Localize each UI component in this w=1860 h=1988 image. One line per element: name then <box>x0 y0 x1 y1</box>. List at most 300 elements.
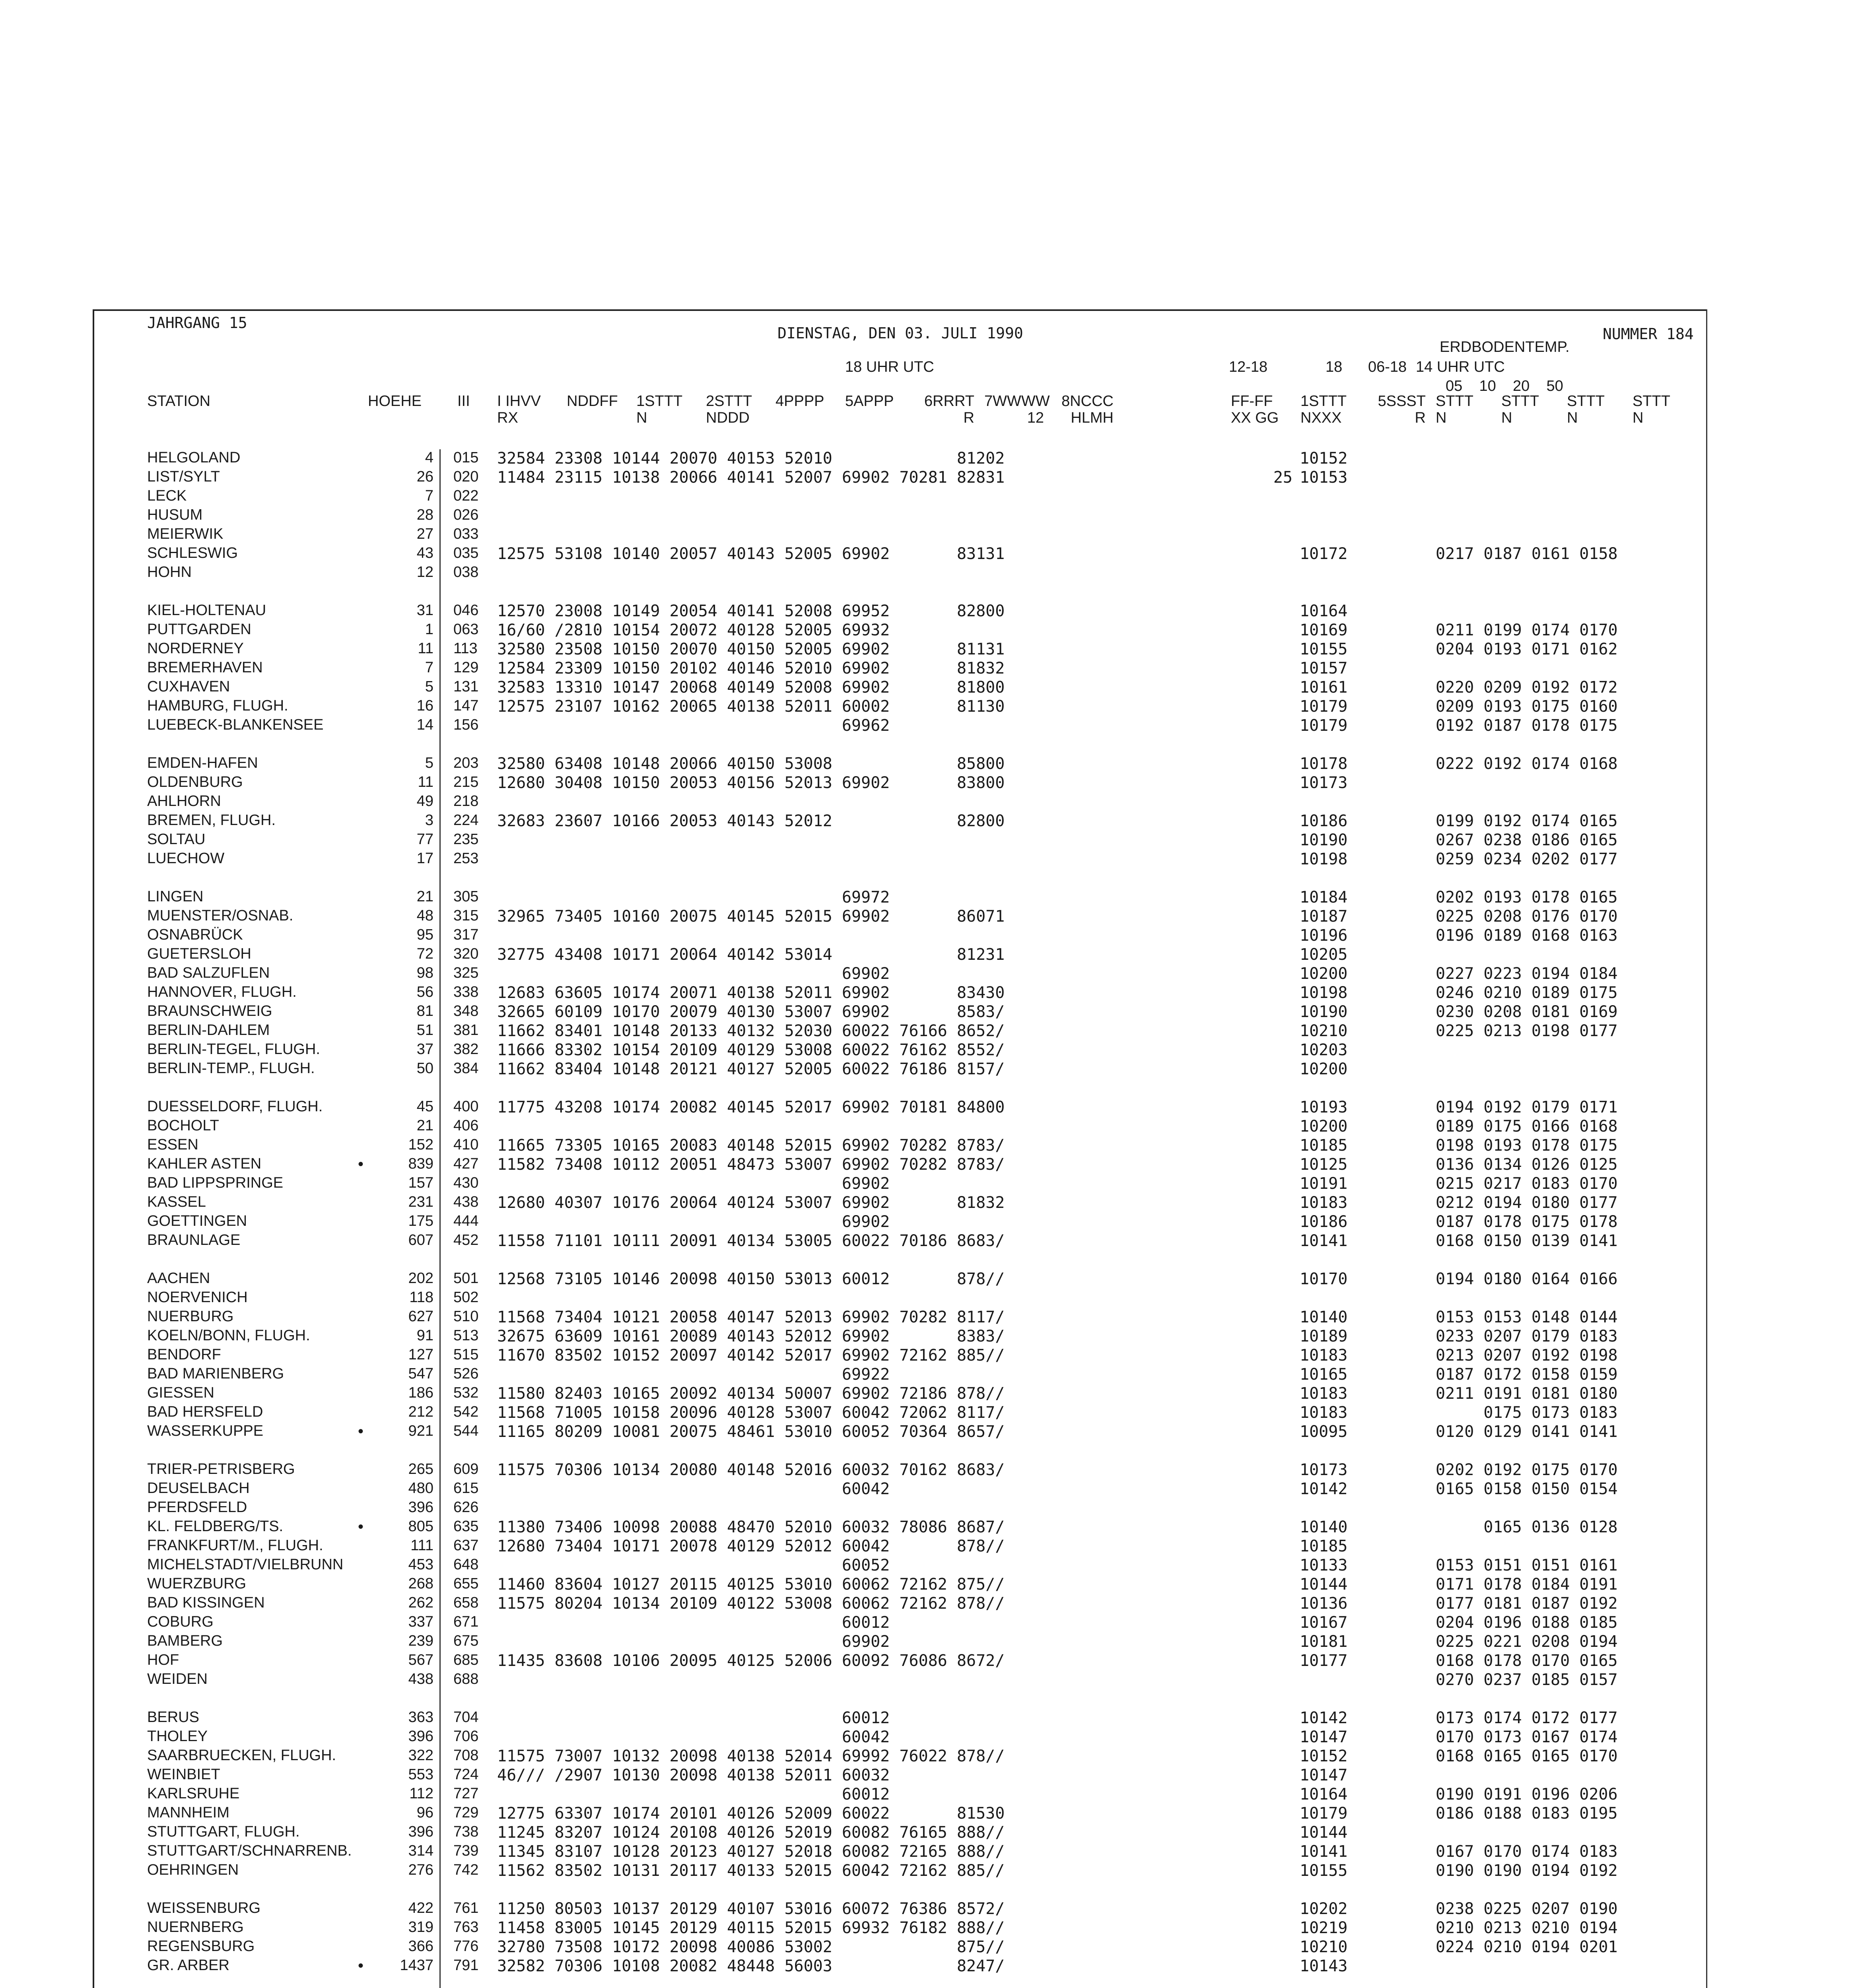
station-height: 4 <box>425 449 433 466</box>
col-iii: III <box>457 393 470 410</box>
station-height: 31 <box>416 602 433 619</box>
soil-temperatures: 0173 0174 0172 0177 <box>1436 1709 1618 1727</box>
table-row <box>0 1594 1710 1613</box>
temperature-group: 10173 <box>1300 774 1348 792</box>
station-name: KIEL-HOLTENAU <box>147 602 266 619</box>
temperature-group: 10183 <box>1300 1384 1348 1403</box>
station-name: PUTTGARDEN <box>147 621 251 638</box>
station-name: AACHEN <box>147 1270 210 1287</box>
synop-groups: 60012 <box>497 1613 890 1632</box>
soil-temperatures: 0153 0153 0148 0144 <box>1436 1308 1618 1326</box>
table-row <box>0 945 1710 965</box>
synop-groups: 11575 70306 10134 20080 40148 52016 60032 70162 8683/ <box>497 1461 1005 1479</box>
time-18b-label: 18 <box>1326 359 1343 375</box>
station-name: BAD SALZUFLEN <box>147 965 270 981</box>
station-height: 152 <box>408 1136 433 1153</box>
synop-groups: 12575 53108 10140 20057 40143 52005 69902 83131 <box>497 545 1005 563</box>
station-id: 776 <box>453 1938 479 1955</box>
station-name: BREMERHAVEN <box>147 659 263 676</box>
col-nddff: NDDFF <box>567 393 618 410</box>
station-name: HELGOLAND <box>147 449 241 466</box>
station-height: 422 <box>408 1900 433 1916</box>
synop-groups: 11458 83005 10145 20129 40115 52015 69932 76182 888// <box>497 1919 1005 1937</box>
soil-temperatures: 0194 0180 0164 0166 <box>1436 1270 1618 1288</box>
synop-groups: 11665 73305 10165 20083 40148 52015 69902 70282 8783/ <box>497 1136 1005 1155</box>
soil-temperatures: 0187 0178 0175 0178 <box>1436 1213 1618 1231</box>
station-name: GUETERSLOH <box>147 945 251 962</box>
station-name: LUEBECK-BLANKENSEE <box>147 716 324 733</box>
soil-temperatures: 0246 0210 0189 0175 <box>1436 984 1618 1002</box>
station-height: 14 <box>416 716 433 733</box>
synop-groups: 60012 <box>497 1785 890 1804</box>
temperature-group: 10187 <box>1300 907 1348 926</box>
temperature-group: 10141 <box>1300 1232 1348 1250</box>
station-name: SCHLESWIG <box>147 545 238 561</box>
temperature-group: 10177 <box>1300 1652 1348 1670</box>
temperature-group: 10179 <box>1300 697 1348 716</box>
table-row <box>0 793 1710 812</box>
station-id: 542 <box>453 1404 479 1420</box>
station-id: 026 <box>453 507 479 523</box>
table-row <box>0 1919 1710 1938</box>
station-height: 5 <box>425 678 433 695</box>
mountain-marker: • <box>358 1155 364 1173</box>
station-height: 547 <box>408 1365 433 1382</box>
table-row <box>0 1461 1710 1480</box>
synop-groups: 16/60 /2810 10154 20072 40128 52005 69932 <box>497 621 890 639</box>
station-height: 7 <box>425 659 433 676</box>
table-row <box>0 755 1710 774</box>
soil-temperatures: 0217 0187 0161 0158 <box>1436 545 1618 563</box>
station-name: AHLHORN <box>147 793 221 810</box>
synop-groups: 69922 <box>497 1365 890 1384</box>
time-14-label: 14 UHR UTC <box>1416 359 1505 375</box>
station-name: LINGEN <box>147 888 204 905</box>
temperature-group: 10198 <box>1300 850 1348 868</box>
station-name: GOETTINGEN <box>147 1213 247 1229</box>
station-height: 12 <box>416 564 433 580</box>
depths-label: 05 10 20 50 <box>1446 378 1563 394</box>
synop-groups: 69902 <box>497 965 890 983</box>
station-id: 215 <box>453 774 479 790</box>
col-sttt-10: STTT N <box>1501 393 1539 426</box>
row-gap <box>0 1976 1710 1988</box>
table-row <box>0 1575 1710 1594</box>
station-name: OEHRINGEN <box>147 1862 239 1878</box>
station-id: 410 <box>453 1136 479 1153</box>
table-row <box>0 984 1710 1003</box>
row-gap <box>0 1251 1710 1270</box>
station-id: 648 <box>453 1556 479 1573</box>
station-name: BERLIN-DAHLEM <box>147 1022 270 1039</box>
synop-groups: 32775 43408 10171 20064 40142 53014 81231 <box>497 945 1005 964</box>
temperature-group: 10142 <box>1300 1709 1348 1727</box>
station-height: 268 <box>408 1575 433 1592</box>
col-sttt-05: STTT N <box>1436 393 1473 426</box>
station-name: MANNHEIM <box>147 1804 229 1821</box>
soil-temperatures: 0199 0192 0174 0165 <box>1436 812 1618 830</box>
temperature-group: 10181 <box>1300 1633 1348 1651</box>
station-name: WUERZBURG <box>147 1575 247 1592</box>
station-name: STUTTGART/SCHNARRENB. <box>147 1842 352 1859</box>
table-row <box>0 1365 1710 1384</box>
station-id: 224 <box>453 812 479 829</box>
temperature-group: 10184 <box>1300 888 1348 907</box>
mountain-marker: • <box>358 1423 364 1440</box>
station-height: 21 <box>416 1117 433 1134</box>
station-id: 046 <box>453 602 479 619</box>
table-row <box>0 602 1710 621</box>
table-row <box>0 1842 1710 1862</box>
temperature-group: 10200 <box>1300 1060 1348 1078</box>
temperature-group: 10140 <box>1300 1518 1348 1536</box>
soil-temperatures: 0267 0238 0186 0165 <box>1436 831 1618 849</box>
soil-temperatures: 0165 0136 0128 <box>1436 1518 1618 1536</box>
temperature-group: 10185 <box>1300 1136 1348 1155</box>
station-name: LIST/SYLT <box>147 468 220 485</box>
station-id: 729 <box>453 1804 479 1821</box>
table-row <box>0 965 1710 984</box>
table-row <box>0 907 1710 926</box>
synop-groups: 12775 63307 10174 20101 40126 52009 60022 81530 <box>497 1804 1005 1823</box>
row-gap <box>0 869 1710 888</box>
temperature-group: 10189 <box>1300 1327 1348 1345</box>
station-height: 202 <box>408 1270 433 1287</box>
station-height: 28 <box>416 507 433 523</box>
synop-groups: 11460 83604 10127 20115 40125 53010 60062 72162 875// <box>497 1575 1005 1594</box>
table-row <box>0 1003 1710 1022</box>
table-row <box>0 640 1710 659</box>
row-gap <box>0 1079 1710 1098</box>
col-ffff: FF-FF XX GG <box>1231 393 1279 426</box>
col-hoehe: HOEHE <box>368 393 422 410</box>
temperature-group: 10170 <box>1300 1270 1348 1288</box>
temperature-group: 10172 <box>1300 545 1348 563</box>
temperature-group: 10210 <box>1300 1938 1348 1956</box>
station-name: BAD LIPPSPRINGE <box>147 1175 284 1191</box>
station-name: HANNOVER, FLUGH. <box>147 984 297 1000</box>
soil-temperatures: 0211 0199 0174 0170 <box>1436 621 1618 639</box>
table-row <box>0 1041 1710 1060</box>
station-id: 320 <box>453 945 479 962</box>
station-name: KL. FELDBERG/TS. <box>147 1518 284 1535</box>
temperature-group: 10142 <box>1300 1480 1348 1498</box>
station-height: 112 <box>409 1785 433 1802</box>
synop-groups: 11662 83404 10148 20121 40127 52005 60022 76186 8157/ <box>497 1060 1005 1078</box>
soil-temperatures: 0233 0207 0179 0183 <box>1436 1327 1618 1345</box>
temperature-group: 10198 <box>1300 984 1348 1002</box>
synop-groups: 69902 <box>497 1175 890 1193</box>
station-height: 51 <box>416 1022 433 1039</box>
station-height: 3 <box>425 812 433 829</box>
temperature-group: 10125 <box>1300 1155 1348 1174</box>
station-height: 319 <box>408 1919 433 1936</box>
station-id: 739 <box>453 1842 479 1859</box>
temperature-group: 10161 <box>1300 678 1348 697</box>
temperature-group: 10147 <box>1300 1728 1348 1746</box>
station-height: 607 <box>408 1232 433 1248</box>
table-row <box>0 1423 1710 1442</box>
soil-temperatures: 0211 0191 0181 0180 <box>1436 1384 1618 1403</box>
synop-groups: 11575 73007 10132 20098 40138 52014 69992 76022 878// <box>497 1747 1005 1765</box>
synop-groups: 60042 <box>497 1728 890 1746</box>
station-height: 45 <box>416 1098 433 1115</box>
station-id: 384 <box>453 1060 479 1077</box>
station-id: 406 <box>453 1117 479 1134</box>
soil-temperatures: 0170 0173 0167 0174 <box>1436 1728 1618 1746</box>
station-id: 022 <box>453 487 479 504</box>
station-height: 1 <box>425 621 433 638</box>
col-1sttt-b: 1STTT NXXX <box>1300 393 1347 426</box>
soil-temperatures: 0238 0225 0207 0190 <box>1436 1900 1618 1918</box>
station-height: 37 <box>416 1041 433 1058</box>
station-name: HAMBURG, FLUGH. <box>147 697 288 714</box>
station-id: 033 <box>453 526 479 542</box>
station-id: 381 <box>453 1022 479 1039</box>
time-1218-label: 12-18 <box>1229 359 1268 375</box>
soil-temperatures: 0186 0188 0183 0195 <box>1436 1804 1618 1823</box>
station-name: TRIER-PETRISBERG <box>147 1461 295 1477</box>
temperature-group: 10155 <box>1300 1862 1348 1880</box>
table-row <box>0 850 1710 869</box>
station-id: 513 <box>453 1327 479 1344</box>
table-row <box>0 1862 1710 1881</box>
temperature-group: 10186 <box>1300 1213 1348 1231</box>
station-name: WEISSENBURG <box>147 1900 261 1916</box>
station-id: 615 <box>453 1480 479 1497</box>
station-height: 72 <box>416 945 433 962</box>
station-height: 56 <box>416 984 433 1000</box>
station-name: LUECHOW <box>147 850 225 867</box>
synop-groups: 60012 <box>497 1709 890 1727</box>
station-name: HOHN <box>147 564 192 580</box>
temperature-group: 10140 <box>1300 1308 1348 1326</box>
station-id: 510 <box>453 1308 479 1325</box>
station-height: 322 <box>408 1747 433 1764</box>
temperature-group: 10183 <box>1300 1404 1348 1422</box>
table-row <box>0 1308 1710 1327</box>
temperature-group: 10136 <box>1300 1594 1348 1613</box>
table-row <box>0 1957 1710 1976</box>
station-name: KARLSRUHE <box>147 1785 240 1802</box>
synop-groups: 11245 83207 10124 20108 40126 52019 60082 76165 888// <box>497 1823 1005 1842</box>
station-id: 338 <box>453 984 479 1000</box>
table-row <box>0 1384 1710 1404</box>
station-height: 337 <box>408 1613 433 1630</box>
station-name: NORDERNEY <box>147 640 244 657</box>
table-row <box>0 1766 1710 1785</box>
station-id: 526 <box>453 1365 479 1382</box>
station-id: 688 <box>453 1671 479 1687</box>
table-row <box>0 1518 1710 1537</box>
station-id: 325 <box>453 965 479 981</box>
station-name: KASSEL <box>147 1194 206 1210</box>
temperature-group: 10169 <box>1300 621 1348 639</box>
station-id: 763 <box>453 1919 479 1936</box>
station-name: BREMEN, FLUGH. <box>147 812 276 829</box>
station-id: 147 <box>453 697 479 714</box>
soil-temperatures: 0190 0190 0194 0192 <box>1436 1862 1618 1880</box>
station-height: 805 <box>408 1518 433 1535</box>
station-name: CUXHAVEN <box>147 678 230 695</box>
station-height: 111 <box>410 1537 433 1554</box>
synop-groups: 32584 23308 10144 20070 40153 52010 81202 <box>497 449 1005 468</box>
soil-temperatures: 0177 0181 0187 0192 <box>1436 1594 1618 1613</box>
station-height: 77 <box>416 831 433 848</box>
synop-groups: 11250 80503 10137 20129 40107 53016 60072 76386 8572/ <box>497 1900 1005 1918</box>
col-8nccc: 8NCCC HLMH <box>1061 393 1114 426</box>
table-row <box>0 1480 1710 1499</box>
temperature-group: 10147 <box>1300 1766 1348 1784</box>
station-id: 501 <box>453 1270 479 1287</box>
table-row <box>0 1938 1710 1957</box>
station-name: STUTTGART, FLUGH. <box>147 1823 300 1840</box>
station-height: 438 <box>408 1671 433 1687</box>
station-id: 035 <box>453 545 479 561</box>
station-id: 761 <box>453 1900 479 1916</box>
col-5ssst: 5SSST R <box>1378 393 1426 426</box>
station-name: KOELN/BONN, FLUGH. <box>147 1327 310 1344</box>
synop-groups: 11568 73404 10121 20058 40147 52013 69902 70282 8117/ <box>497 1308 1005 1326</box>
station-height: 480 <box>408 1480 433 1497</box>
station-height: 839 <box>408 1155 433 1172</box>
station-id: 704 <box>453 1709 479 1726</box>
temperature-group: 10152 <box>1300 1747 1348 1765</box>
station-id: 235 <box>453 831 479 848</box>
station-id: 544 <box>453 1423 479 1439</box>
table-row <box>0 1804 1710 1823</box>
station-name: BRAUNSCHWEIG <box>147 1003 272 1019</box>
synop-groups: 11484 23115 10138 20066 40141 52007 69902 70281 82831 <box>497 468 1005 487</box>
synop-groups: 32675 63609 10161 20089 40143 52012 69902 8383/ <box>497 1327 1005 1345</box>
soil-temperatures: 0196 0189 0168 0163 <box>1436 926 1618 945</box>
station-name: EMDEN-HAFEN <box>147 755 258 771</box>
soil-temperatures: 0212 0194 0180 0177 <box>1436 1194 1618 1212</box>
temperature-group: 10167 <box>1300 1613 1348 1632</box>
soil-temperatures: 0168 0150 0139 0141 <box>1436 1232 1618 1250</box>
synop-groups: 32665 60109 10170 20079 40130 53007 69902 8583/ <box>497 1003 1005 1021</box>
row-gap <box>0 583 1710 602</box>
synop-groups: 11670 83502 10152 20097 40142 52017 69902 72162 885// <box>497 1346 1005 1365</box>
table-row <box>0 1232 1710 1251</box>
station-height: 212 <box>408 1404 433 1420</box>
soil-temperatures: 0167 0170 0174 0183 <box>1436 1842 1618 1861</box>
station-table <box>0 449 1710 1988</box>
soil-temperatures: 0202 0192 0175 0170 <box>1436 1461 1618 1479</box>
station-id: 609 <box>453 1461 479 1477</box>
station-id: 427 <box>453 1155 479 1172</box>
station-id: 020 <box>453 468 479 485</box>
soil-temperatures: 0165 0158 0150 0154 <box>1436 1480 1618 1498</box>
station-name: GIESSEN <box>147 1384 214 1401</box>
table-row <box>0 1633 1710 1652</box>
station-id: 635 <box>453 1518 479 1535</box>
table-row <box>0 812 1710 831</box>
station-height: 553 <box>408 1766 433 1783</box>
soil-temperatures: 0168 0165 0165 0170 <box>1436 1747 1618 1765</box>
synop-groups: 11582 73408 10112 20051 48473 53007 69902 70282 8783/ <box>497 1155 1005 1174</box>
col-5appp: 5APPP <box>845 393 894 410</box>
station-name: WASSERKUPPE <box>147 1423 264 1439</box>
synop-groups: 11662 83401 10148 20133 40132 52030 60022 76166 8652/ <box>497 1022 1005 1040</box>
soil-temperatures: 0175 0173 0183 <box>1436 1404 1618 1422</box>
temperature-group: 10200 <box>1300 965 1348 983</box>
temperature-group: 10164 <box>1300 1785 1348 1804</box>
station-height: 186 <box>408 1384 433 1401</box>
temperature-group: 10202 <box>1300 1900 1348 1918</box>
station-id: 444 <box>453 1213 479 1229</box>
table-row <box>0 678 1710 697</box>
station-name: WEIDEN <box>147 1671 208 1687</box>
station-id: 671 <box>453 1613 479 1630</box>
table-row <box>0 659 1710 678</box>
synop-groups: 11575 80204 10134 20109 40122 53008 60062 72162 878// <box>497 1594 1005 1613</box>
synop-groups: 11345 83107 10128 20123 40127 52018 60082 72165 888// <box>497 1842 1005 1861</box>
synop-groups: 32965 73405 10160 20075 40145 52015 69902 86071 <box>497 907 1005 926</box>
table-row <box>0 1900 1710 1919</box>
station-height: 27 <box>416 526 433 542</box>
col-2sttt: 2STTT NDDD <box>706 393 752 426</box>
station-id: 218 <box>453 793 479 810</box>
station-height: 16 <box>416 697 433 714</box>
soil-temperatures: 0225 0208 0176 0170 <box>1436 907 1618 926</box>
station-height: 81 <box>416 1003 433 1019</box>
station-name: BERLIN-TEGEL, FLUGH. <box>147 1041 320 1058</box>
station-id: 738 <box>453 1823 479 1840</box>
table-row <box>0 1194 1710 1213</box>
station-height: 48 <box>416 907 433 924</box>
temperature-group: 10152 <box>1300 449 1348 468</box>
station-height: 396 <box>408 1823 433 1840</box>
station-id: 315 <box>453 907 479 924</box>
synop-groups: 11558 71101 10111 20091 40134 53005 60022 70186 8683/ <box>497 1232 1005 1250</box>
station-id: 015 <box>453 449 479 466</box>
station-name: NUERBURG <box>147 1308 234 1325</box>
table-row <box>0 507 1710 526</box>
synop-groups: 12680 73404 10171 20078 40129 52012 60042 878// <box>497 1537 1005 1555</box>
station-name: BENDORF <box>147 1346 221 1363</box>
station-id: 706 <box>453 1728 479 1745</box>
station-id: 791 <box>453 1957 479 1974</box>
synop-groups: 60042 <box>497 1480 890 1498</box>
station-name: SAARBRUECKEN, FLUGH. <box>147 1747 336 1764</box>
synop-groups: 12683 63605 10174 20071 40138 52011 69902 83430 <box>497 984 1005 1002</box>
station-name: SOLTAU <box>147 831 206 848</box>
synop-groups: 11562 83502 10131 20117 40133 52015 60042 72162 885// <box>497 1862 1005 1880</box>
temperature-group: 10095 <box>1300 1423 1348 1441</box>
wind-gust: 25 <box>1273 468 1292 487</box>
table-row <box>0 1652 1710 1671</box>
station-id: 430 <box>453 1175 479 1191</box>
time-18-label: 18 UHR UTC <box>845 359 934 375</box>
temperature-group: 10164 <box>1300 602 1348 620</box>
station-height: 276 <box>408 1862 433 1878</box>
station-id: 675 <box>453 1633 479 1649</box>
station-id: 502 <box>453 1289 479 1306</box>
station-id: 317 <box>453 926 479 943</box>
table-row <box>0 468 1710 487</box>
soil-temperatures: 0204 0196 0188 0185 <box>1436 1613 1618 1632</box>
synop-groups: 32683 23607 10166 20053 40143 52012 82800 <box>497 812 1005 830</box>
soil-temperatures: 0187 0172 0158 0159 <box>1436 1365 1618 1384</box>
temperature-group: 10186 <box>1300 812 1348 830</box>
table-row <box>0 1213 1710 1232</box>
temperature-group: 10203 <box>1300 1041 1348 1059</box>
table-row <box>0 926 1710 945</box>
table-row <box>0 545 1710 564</box>
station-name: LECK <box>147 487 187 504</box>
date-label: DIENSTAG, DEN 03. JULI 1990 <box>777 324 1023 342</box>
